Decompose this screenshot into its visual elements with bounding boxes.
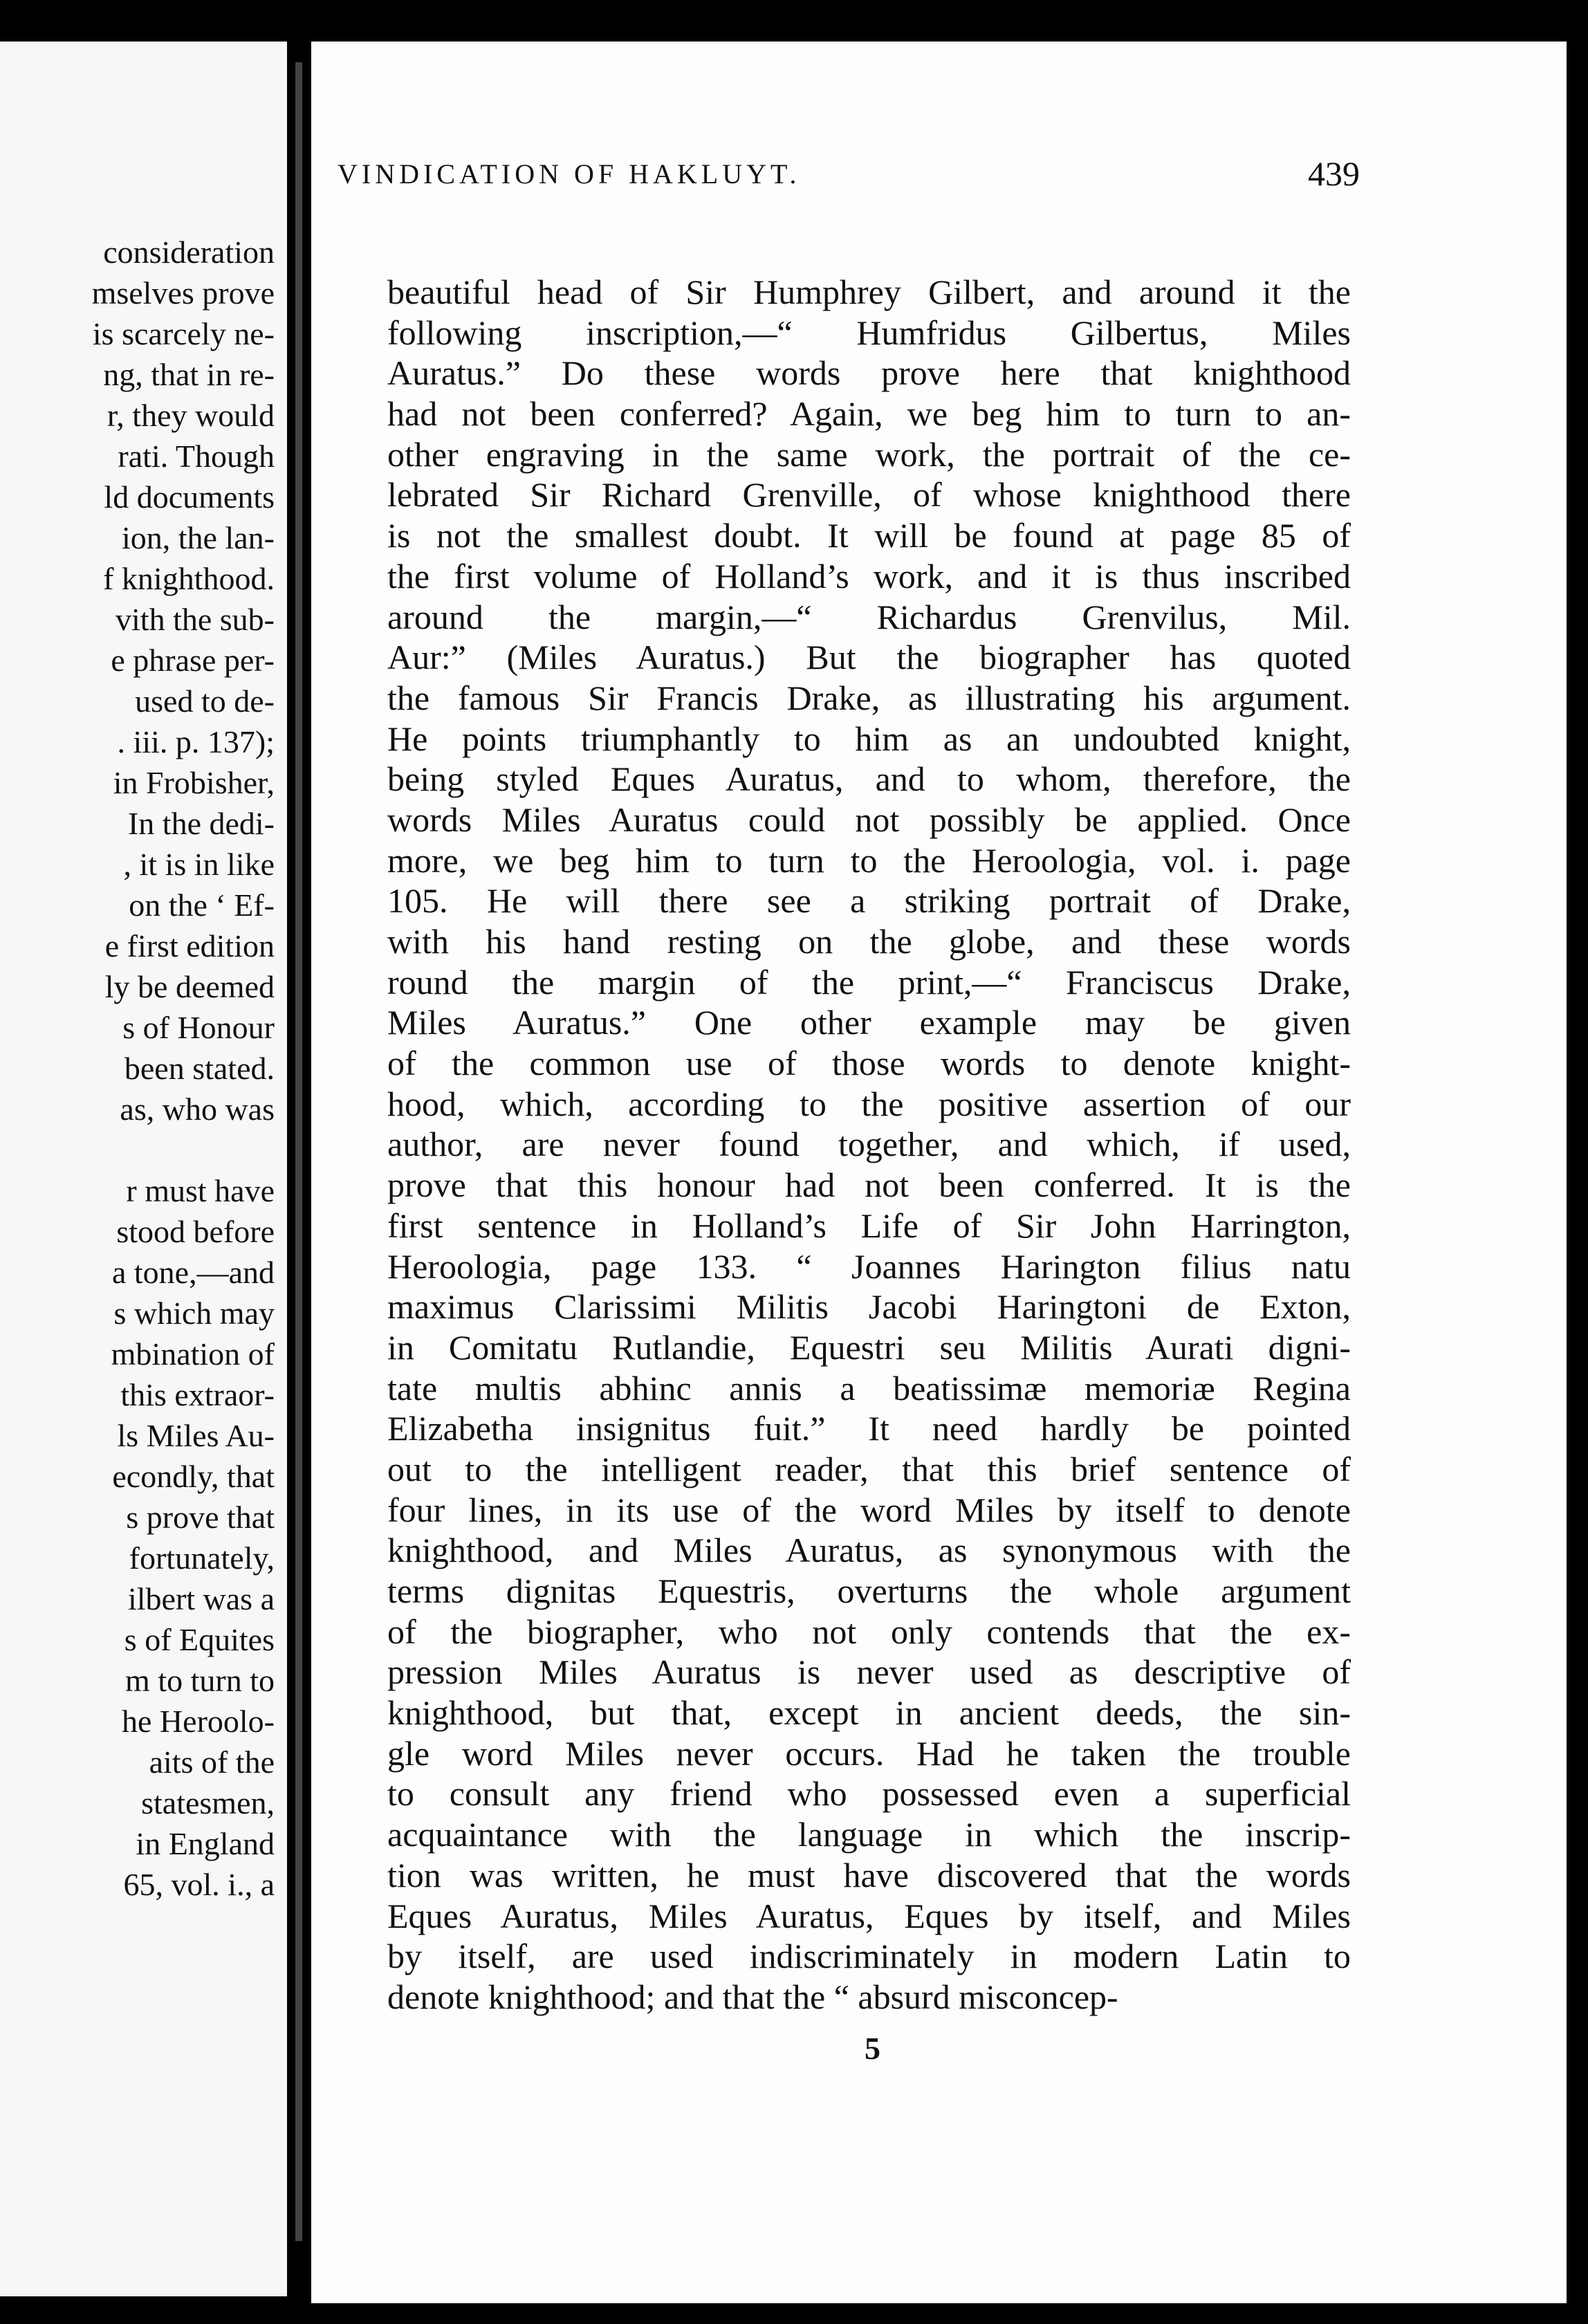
text-line: Eques Auratus, Miles Auratus, Eques by itself, and Miles [387, 1896, 1351, 1935]
facing-page-line: econdly, that [112, 1459, 275, 1494]
text-line: denote knighthood; and that the “ absurd misconcep- [387, 1977, 1118, 2016]
text-line: knighthood, but that, except in ancient deeds, the sin- [387, 1693, 1351, 1733]
signature-mark: 5 [865, 2031, 880, 2066]
text-line: more, we beg him to turn to the Heroologia, vol. i. page [387, 840, 1351, 880]
facing-page-line: rati. Though [118, 439, 275, 474]
text-line: author, are never found together, and which, if used, [387, 1125, 1351, 1164]
facing-page-line: r must have [126, 1173, 275, 1208]
facing-page-line: 65, vol. i., a [123, 1867, 275, 1902]
text-line: the first volume of Holland’s work, and it is thus inscribed [387, 556, 1351, 596]
text-line: around the margin,—“ Richardus Grenvilus, Mil. [387, 597, 1351, 636]
facing-page [0, 42, 287, 2296]
facing-page-line: in England [136, 1826, 275, 1861]
text-line: being styled Eques Auratus, and to whom, therefore, the [387, 759, 1351, 799]
facing-page-line: he Heroolo- [122, 1704, 275, 1739]
text-line: in Comitatu Rutlandie, Equestri seu Militis Aurati digni- [387, 1327, 1351, 1367]
facing-page-line: s prove that [126, 1500, 275, 1535]
facing-page-line: ng, that in re- [103, 357, 275, 392]
body-text [387, 272, 1351, 2018]
text-line: hood, which, according to the positive assertion of our [387, 1084, 1351, 1123]
text-line: to consult any friend who possessed even a superficial [387, 1774, 1351, 1814]
text-line: by itself, are used indiscriminately in modern Latin to [387, 1937, 1351, 1976]
facing-page-line: ls Miles Au- [117, 1418, 275, 1453]
facing-page-line: ly be deemed [104, 969, 275, 1004]
text-line: Heroologia, page 133. “ Joannes Harington filius natu [387, 1246, 1351, 1286]
text-line: beautiful head of Sir Humphrey Gilbert, and around it the [387, 273, 1351, 311]
text-line: other engraving in the same work, the portrait of the ce- [387, 434, 1351, 474]
text-line: four lines, in its use of the word Miles by itself to denote [387, 1490, 1351, 1529]
text-line: prove that this honour had not been conferred. It is the [387, 1165, 1351, 1205]
text-line: knighthood, and Miles Auratus, as synonymous with the [387, 1531, 1351, 1570]
text-line: out to the intelligent reader, that this brief sentence of [387, 1449, 1351, 1488]
facing-page-line: In the dedi- [127, 806, 275, 841]
text-line: Aur:” (Miles Auratus.) But the biographer has quoted [387, 638, 1351, 677]
facing-page-line: s of Equites [124, 1622, 275, 1657]
facing-page-line: on the ‘ Ef- [129, 887, 275, 923]
text-line: of the biographer, who not only contends that the ex- [387, 1612, 1351, 1651]
facing-page-line: is scarcely ne- [92, 316, 275, 351]
facing-page-line: in Frobisher, [113, 765, 275, 800]
facing-page-line: consideration [103, 234, 275, 270]
facing-page-line: statesmen, [141, 1785, 275, 1820]
text-line: following inscription,—“ Humfridus Gilbertus, Miles [387, 313, 1351, 352]
text-line: acquaintance with the language in which the inscrip- [387, 1815, 1351, 1854]
text-line: Elizabetha insignitus fuit.” It need hardly be pointed [387, 1409, 1351, 1448]
text-line: the famous Sir Francis Drake, as illustrating his argument. [387, 678, 1351, 717]
facing-page-line: as, who was [120, 1091, 275, 1127]
facing-page-line: mselves prove [91, 275, 275, 311]
text-line: lebrated Sir Richard Grenville, of whose knighthood there [387, 475, 1351, 515]
facing-page-line: , it is in like [123, 847, 275, 882]
facing-page-line: fortunately, [129, 1540, 275, 1576]
facing-page-line: a tone,—and [111, 1255, 275, 1290]
text-line: tion was written, he must have discovered that the words [387, 1855, 1351, 1894]
page-header [338, 154, 1360, 199]
text-line: gle word Miles never occurs. Had he taken the trouble [387, 1733, 1351, 1773]
running-head: VINDICATION OF HAKLUYT. [338, 158, 801, 190]
facing-page-line: been stated. [124, 1051, 275, 1086]
facing-page-line: stood before [116, 1214, 275, 1249]
facing-page-line: used to de- [135, 683, 275, 719]
text-line: 105. He will there see a striking portrait of Drake, [387, 881, 1351, 921]
facing-page-line: aits of the [149, 1744, 275, 1780]
text-line: is not the smallest doubt. It will be found at page 85 of [387, 516, 1351, 555]
text-line: words Miles Auratus could not possibly be applied. Once [387, 800, 1351, 839]
facing-page-line: mbination of [111, 1336, 275, 1372]
facing-page-line: s of Honour [122, 1010, 275, 1045]
text-line: round the margin of the print,—“ Franciscus Drake, [387, 962, 1351, 1002]
text-line: of the common use of those words to denote knight- [387, 1044, 1351, 1083]
text-line: terms dignitas Equestris, overturns the whole argument [387, 1571, 1351, 1610]
facing-page-line: ilbert was a [127, 1581, 275, 1616]
facing-page-line: . iii. p. 137); [117, 724, 275, 759]
facing-page-line: this extraor- [120, 1377, 275, 1412]
text-line: first sentence in Holland’s Life of Sir John Harrington, [387, 1206, 1351, 1245]
facing-page-line: s which may [113, 1295, 275, 1331]
page-fold [295, 62, 302, 2241]
text-line: maximus Clarissimi Militis Jacobi Haringtoni de Exton, [387, 1287, 1351, 1327]
text-line: Auratus.” Do these words prove here that knighthood [387, 353, 1351, 393]
text-line: tate multis abhinc annis a beatissimæ memoriæ Regina [387, 1368, 1351, 1408]
text-line: Miles Auratus.” One other example may be given [387, 1003, 1351, 1042]
facing-page-line: r, they would [107, 398, 275, 433]
facing-page-line: ion, the lan- [122, 520, 275, 555]
text-line: pression Miles Auratus is never used as descriptive of [387, 1652, 1351, 1692]
page-number: 439 [1308, 154, 1360, 193]
facing-page-line: ld documents [104, 479, 275, 515]
facing-page-line: vith the sub- [116, 602, 275, 637]
text-line: had not been conferred? Again, we beg him to turn to an- [387, 394, 1351, 434]
facing-page-line: e phrase per- [111, 643, 275, 678]
text-line: He points triumphantly to him as an undoubted knight, [387, 719, 1351, 758]
text-line: with his hand resting on the globe, and these words [387, 922, 1351, 961]
facing-page-line: f knighthood. [103, 561, 275, 596]
facing-page-line: m to turn to [125, 1663, 275, 1698]
facing-page-line: e first edition [104, 928, 275, 963]
